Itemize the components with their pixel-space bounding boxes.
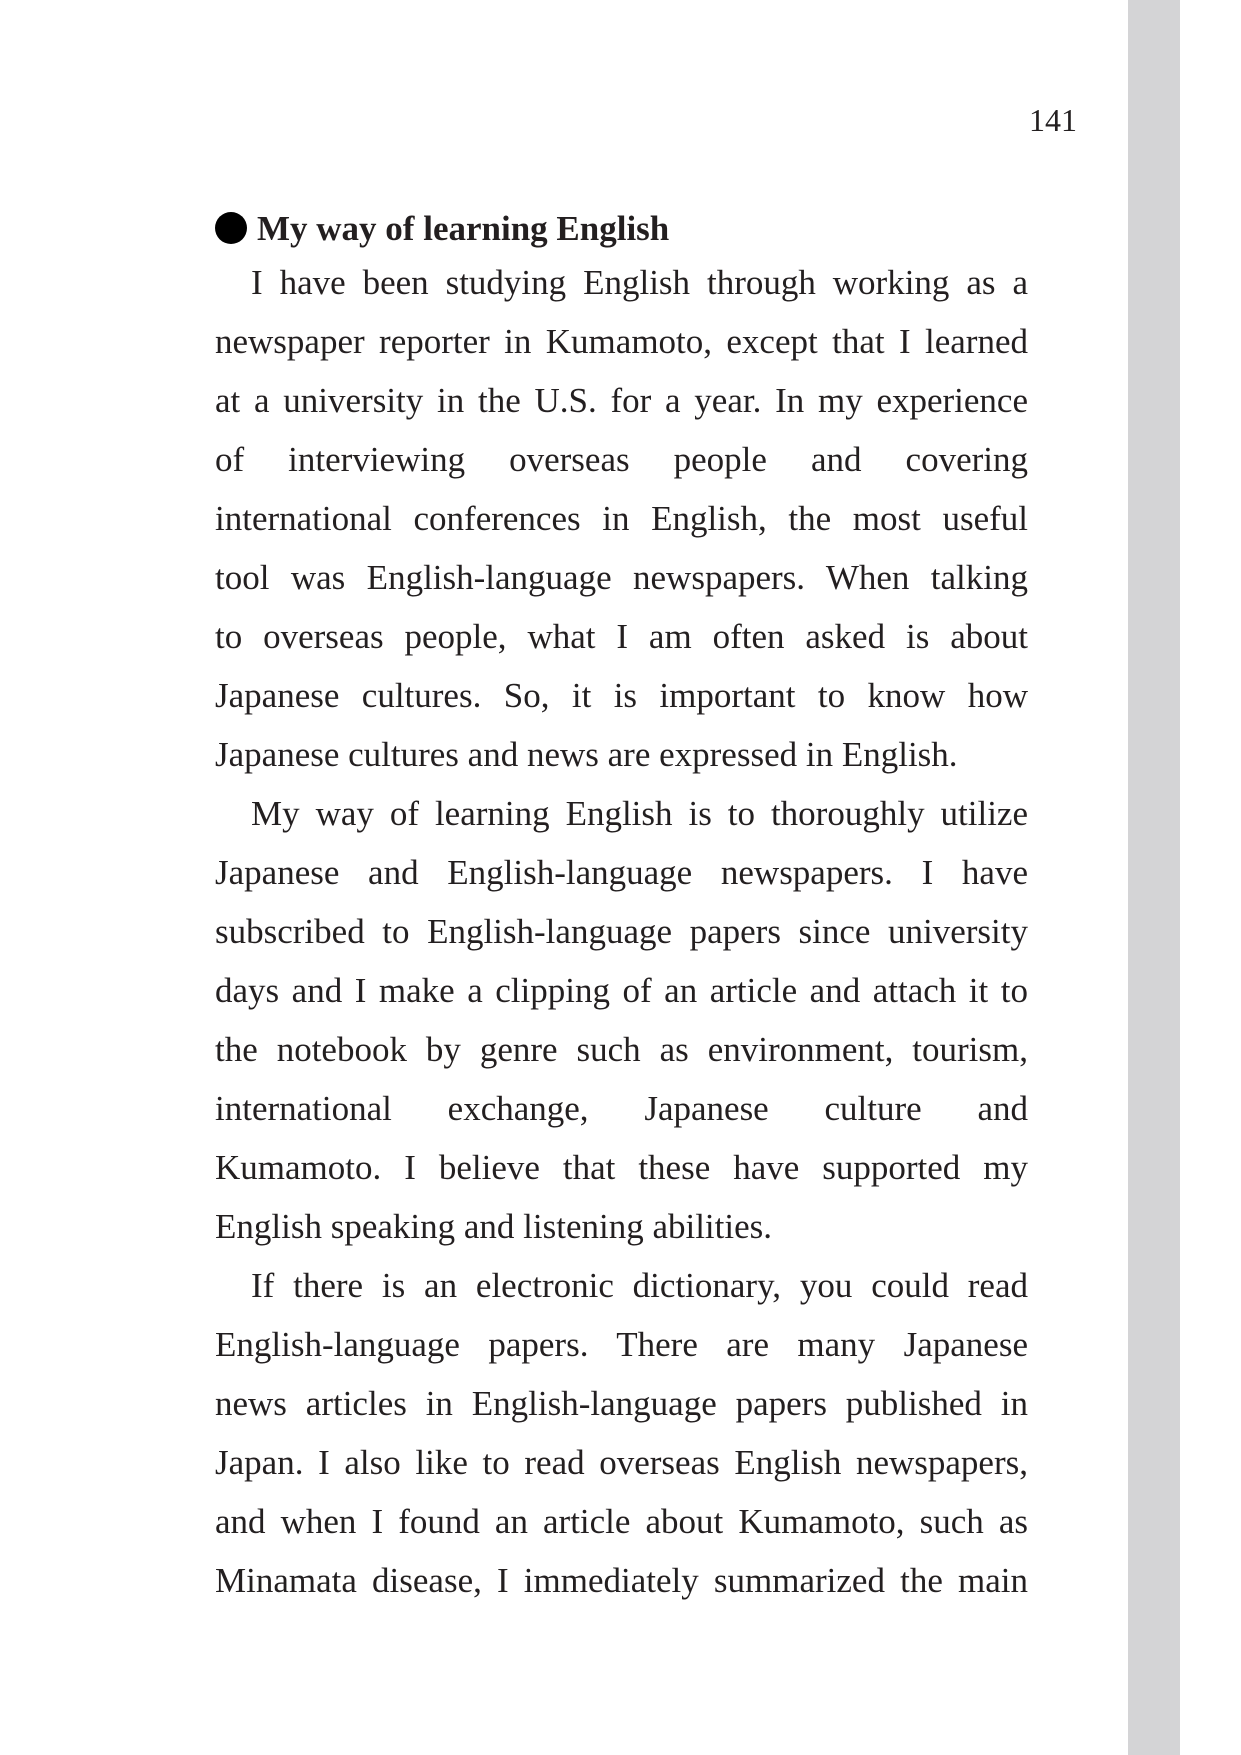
text-line: international conferences in English, the most useful — [215, 499, 1028, 538]
text-line: I have been studying English through working as a — [251, 263, 1028, 302]
text-line: Japanese cultures. So, it is important to know how — [215, 676, 1028, 715]
bullet-icon — [215, 212, 247, 244]
text-line: at a university in the U.S. for a year. In my experience — [215, 381, 1028, 420]
text-line: and when I found an article about Kumamoto, such as — [215, 1502, 1028, 1541]
section-heading — [215, 205, 1028, 253]
text-line: Japanese cultures and news are expressed in English. — [215, 735, 958, 774]
text-line: tool was English-language newspapers. When talking — [215, 558, 1028, 597]
text-line: days and I make a clipping of an article and attach it to — [215, 971, 1028, 1010]
text-line: of interviewing overseas people and covering — [215, 440, 1028, 479]
paragraph-2 — [215, 784, 1028, 1256]
text-line: Minamata disease, I immediately summarized the main — [215, 1561, 1028, 1600]
text-line: English speaking and listening abilities. — [215, 1207, 773, 1246]
section-heading-text: My way of learning English — [257, 209, 670, 248]
text-line: news articles in English-language papers published in — [215, 1384, 1028, 1423]
text-line: international exchange, Japanese culture and — [215, 1089, 1028, 1128]
text-line: Japan. I also like to read overseas English newspapers, — [215, 1443, 1028, 1482]
text-line: Japanese and English-language newspapers. I have — [215, 853, 1028, 892]
article-body — [215, 205, 1028, 1610]
side-tab — [1128, 0, 1180, 1755]
paragraph-1 — [215, 253, 1028, 784]
text-line: If there is an electronic dictionary, you could read — [251, 1266, 1028, 1305]
text-line: subscribed to English-language papers since university — [215, 912, 1028, 951]
text-line: My way of learning English is to thoroughly utilize — [251, 794, 1028, 833]
text-line: to overseas people, what I am often asked is about — [215, 617, 1028, 656]
text-line: English-language papers. There are many Japanese — [215, 1325, 1028, 1364]
text-line: newspaper reporter in Kumamoto, except that I learned — [215, 322, 1028, 361]
text-line: Kumamoto. I believe that these have supported my — [215, 1148, 1028, 1187]
paragraph-3 — [215, 1256, 1028, 1610]
text-line: the notebook by genre such as environment, tourism, — [215, 1030, 1028, 1069]
page-number: 141 — [1029, 102, 1077, 138]
